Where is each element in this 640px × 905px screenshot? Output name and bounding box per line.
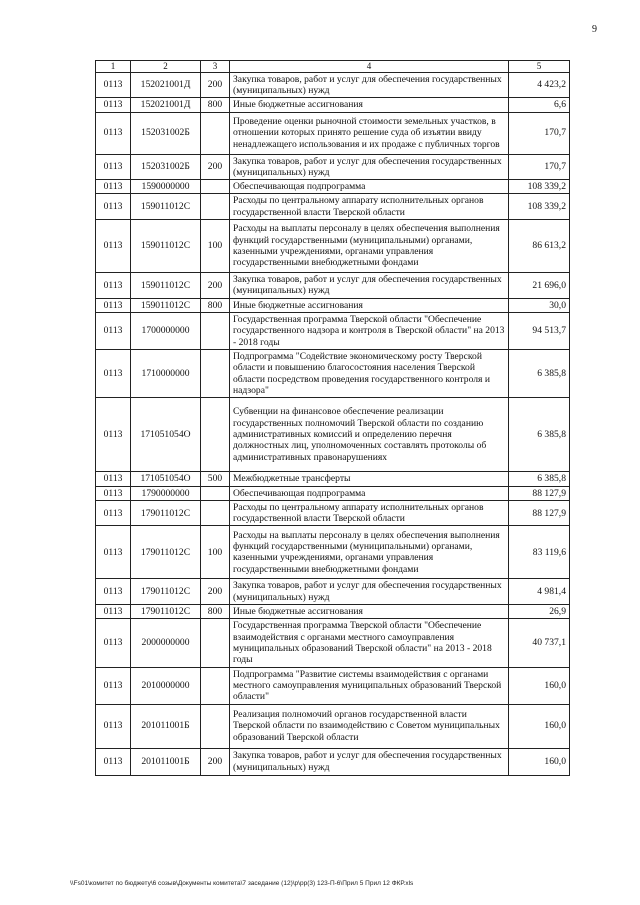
amount-cell: 40 737,1: [509, 619, 570, 667]
code-cell: 171051054О: [131, 398, 201, 472]
section-cell: 0113: [96, 605, 131, 619]
header-cell: 1: [96, 61, 131, 73]
expense-type-cell: [201, 398, 230, 472]
code-cell: 1790000000: [131, 486, 201, 500]
description-cell: Закупка товаров, работ и услуг для обеспечения государственных (муниципальных) нужд: [230, 72, 509, 98]
amount-cell: 170,7: [509, 154, 570, 180]
section-cell: 0113: [96, 194, 131, 220]
code-cell: 179011012С: [131, 605, 201, 619]
code-cell: 159011012С: [131, 273, 201, 299]
section-cell: 0113: [96, 180, 131, 194]
expense-type-cell: [201, 313, 230, 350]
section-cell: 0113: [96, 579, 131, 605]
table-row: [96, 398, 570, 472]
table-row: [96, 579, 570, 605]
section-cell: 0113: [96, 273, 131, 299]
description-cell: Проведение оценки рыночной стоимости земельных участков, в отношении которых принято решение суда об изъятии ввиду ненадлежащего использования и их продаже с публичных торгов: [230, 112, 509, 154]
table-row: [96, 472, 570, 486]
description-cell: Закупка товаров, работ и услуг для обеспечения государственных (муниципальных) нужд: [230, 579, 509, 605]
expense-type-cell: [201, 500, 230, 526]
expense-type-cell: [201, 349, 230, 397]
budget-table: [95, 60, 570, 776]
section-cell: 0113: [96, 667, 131, 704]
expense-type-cell: [201, 486, 230, 500]
expense-type-cell: 200: [201, 72, 230, 98]
amount-cell: 26,9: [509, 605, 570, 619]
description-cell: Расходы по центральному аппарату исполнительных органов государственной власти Тверской области: [230, 500, 509, 526]
header-cell: 2: [131, 61, 201, 73]
amount-cell: 30,0: [509, 298, 570, 312]
description-cell: Иные бюджетные ассигнования: [230, 98, 509, 112]
amount-cell: 160,0: [509, 704, 570, 748]
amount-cell: 88 127,9: [509, 486, 570, 500]
expense-type-cell: 800: [201, 605, 230, 619]
file-path-footer: \\Fs01\комитет по бюджету\6 созыв\Документы комитета\7 заседание (12)\р\рр(3) 123-П-6\Прил 5 Прил 12 ФКР.xls: [70, 880, 414, 887]
description-cell: Расходы на выплаты персоналу в целях обеспечения выполнения функций государственными (муниципальными) органами, казенными учреждениями, органами управления государственными внебюджетными фондами: [230, 220, 509, 273]
section-cell: 0113: [96, 472, 131, 486]
expense-type-cell: 200: [201, 748, 230, 775]
table-row: [96, 98, 570, 112]
section-cell: 0113: [96, 526, 131, 579]
code-cell: 179011012С: [131, 579, 201, 605]
amount-cell: 86 613,2: [509, 220, 570, 273]
code-cell: 159011012С: [131, 220, 201, 273]
description-cell: Закупка товаров, работ и услуг для обеспечения государственных (муниципальных) нужд: [230, 273, 509, 299]
description-cell: Субвенции на финансовое обеспечение реализации государственных полномочий Тверской области по созданию административных комиссий и определению перечня должностных лиц, уполномоченных составлять протоколы об административных правонарушениях: [230, 398, 509, 472]
section-cell: 0113: [96, 486, 131, 500]
page-number: 9: [592, 24, 597, 35]
code-cell: 152031002Б: [131, 154, 201, 180]
description-cell: Подпрограмма "Развитие системы взаимодействия с органами местного самоуправления муниципальных образований Тверской области": [230, 667, 509, 704]
header-cell: 3: [201, 61, 230, 73]
expense-type-cell: 800: [201, 298, 230, 312]
section-cell: 0113: [96, 313, 131, 350]
section-cell: 0113: [96, 98, 131, 112]
amount-cell: 6 385,8: [509, 472, 570, 486]
code-cell: 1700000000: [131, 313, 201, 350]
table-row: [96, 667, 570, 704]
expense-type-cell: [201, 194, 230, 220]
section-cell: 0113: [96, 220, 131, 273]
amount-cell: 21 696,0: [509, 273, 570, 299]
description-cell: Реализация полномочий органов государственной власти Тверской области по взаимодействию с Советом муниципальных образований Тверской области: [230, 704, 509, 748]
expense-type-cell: 200: [201, 273, 230, 299]
amount-cell: 108 339,2: [509, 180, 570, 194]
section-cell: 0113: [96, 298, 131, 312]
code-cell: 1710000000: [131, 349, 201, 397]
code-cell: 201011001Б: [131, 704, 201, 748]
expense-type-cell: [201, 180, 230, 194]
table-row: [96, 748, 570, 775]
amount-cell: 108 339,2: [509, 194, 570, 220]
header-cell: 5: [509, 61, 570, 73]
expense-type-cell: 100: [201, 526, 230, 579]
table-row: [96, 486, 570, 500]
section-cell: 0113: [96, 619, 131, 667]
table-row: [96, 273, 570, 299]
expense-type-cell: [201, 619, 230, 667]
expense-type-cell: 200: [201, 154, 230, 180]
code-cell: 201011001Б: [131, 748, 201, 775]
expense-type-cell: [201, 667, 230, 704]
amount-cell: 160,0: [509, 667, 570, 704]
description-cell: Межбюджетные трансферты: [230, 472, 509, 486]
table-row: [96, 313, 570, 350]
code-cell: 2010000000: [131, 667, 201, 704]
section-cell: 0113: [96, 112, 131, 154]
section-cell: 0113: [96, 398, 131, 472]
description-cell: Расходы на выплаты персоналу в целях обеспечения выполнения функций государственными (муниципальными) органами, казенными учреждениями, органами управления государственными внебюджетными фондами: [230, 526, 509, 579]
description-cell: Обеспечивающая подпрограмма: [230, 180, 509, 194]
description-cell: Государственная программа Тверской области "Обеспечение взаимодействия с органами местного самоуправления муниципальных образований Тверской области" на 2013 - 2018 годы: [230, 619, 509, 667]
code-cell: 159011012С: [131, 298, 201, 312]
section-cell: 0113: [96, 154, 131, 180]
code-cell: 152031002Б: [131, 112, 201, 154]
description-cell: Расходы по центральному аппарату исполнительных органов государственной власти Тверской области: [230, 194, 509, 220]
table-row: [96, 619, 570, 667]
table-header-row: [96, 61, 570, 73]
description-cell: Иные бюджетные ассигнования: [230, 605, 509, 619]
table-row: [96, 154, 570, 180]
amount-cell: 83 119,6: [509, 526, 570, 579]
amount-cell: 170,7: [509, 112, 570, 154]
section-cell: 0113: [96, 349, 131, 397]
section-cell: 0113: [96, 704, 131, 748]
amount-cell: 6,6: [509, 98, 570, 112]
expense-type-cell: [201, 704, 230, 748]
code-cell: 179011012С: [131, 500, 201, 526]
table-row: [96, 605, 570, 619]
table-row: [96, 180, 570, 194]
table-row: [96, 72, 570, 98]
amount-cell: 6 385,8: [509, 349, 570, 397]
table-row: [96, 704, 570, 748]
description-cell: Обеспечивающая подпрограмма: [230, 486, 509, 500]
code-cell: 2000000000: [131, 619, 201, 667]
amount-cell: 88 127,9: [509, 500, 570, 526]
section-cell: 0113: [96, 748, 131, 775]
table-row: [96, 194, 570, 220]
expense-type-cell: 100: [201, 220, 230, 273]
table-row: [96, 500, 570, 526]
code-cell: 152021001Д: [131, 72, 201, 98]
expense-type-cell: [201, 112, 230, 154]
code-cell: 159011012С: [131, 194, 201, 220]
expense-type-cell: 800: [201, 98, 230, 112]
table-row: [96, 298, 570, 312]
amount-cell: 4 981,4: [509, 579, 570, 605]
section-cell: 0113: [96, 72, 131, 98]
description-cell: Закупка товаров, работ и услуг для обеспечения государственных (муниципальных) нужд: [230, 154, 509, 180]
code-cell: 179011012С: [131, 526, 201, 579]
table-row: [96, 526, 570, 579]
header-cell: 4: [230, 61, 509, 73]
table-row: [96, 220, 570, 273]
description-cell: Государственная программа Тверской области "Обеспечение государственного надзора и контроля в Тверской области" на 2013 - 2018 годы: [230, 313, 509, 350]
amount-cell: 6 385,8: [509, 398, 570, 472]
expense-type-cell: 200: [201, 579, 230, 605]
description-cell: Закупка товаров, работ и услуг для обеспечения государственных (муниципальных) нужд: [230, 748, 509, 775]
expense-type-cell: 500: [201, 472, 230, 486]
code-cell: 152021001Д: [131, 98, 201, 112]
code-cell: 1590000000: [131, 180, 201, 194]
amount-cell: 4 423,2: [509, 72, 570, 98]
amount-cell: 94 513,7: [509, 313, 570, 350]
description-cell: Подпрограмма "Содействие экономическому росту Тверской области и повышению благосостояния населения Тверской области посредством проведения государственного контроля и надзора": [230, 349, 509, 397]
table-row: [96, 112, 570, 154]
section-cell: 0113: [96, 500, 131, 526]
description-cell: Иные бюджетные ассигнования: [230, 298, 509, 312]
amount-cell: 160,0: [509, 748, 570, 775]
table-row: [96, 349, 570, 397]
code-cell: 171051054О: [131, 472, 201, 486]
